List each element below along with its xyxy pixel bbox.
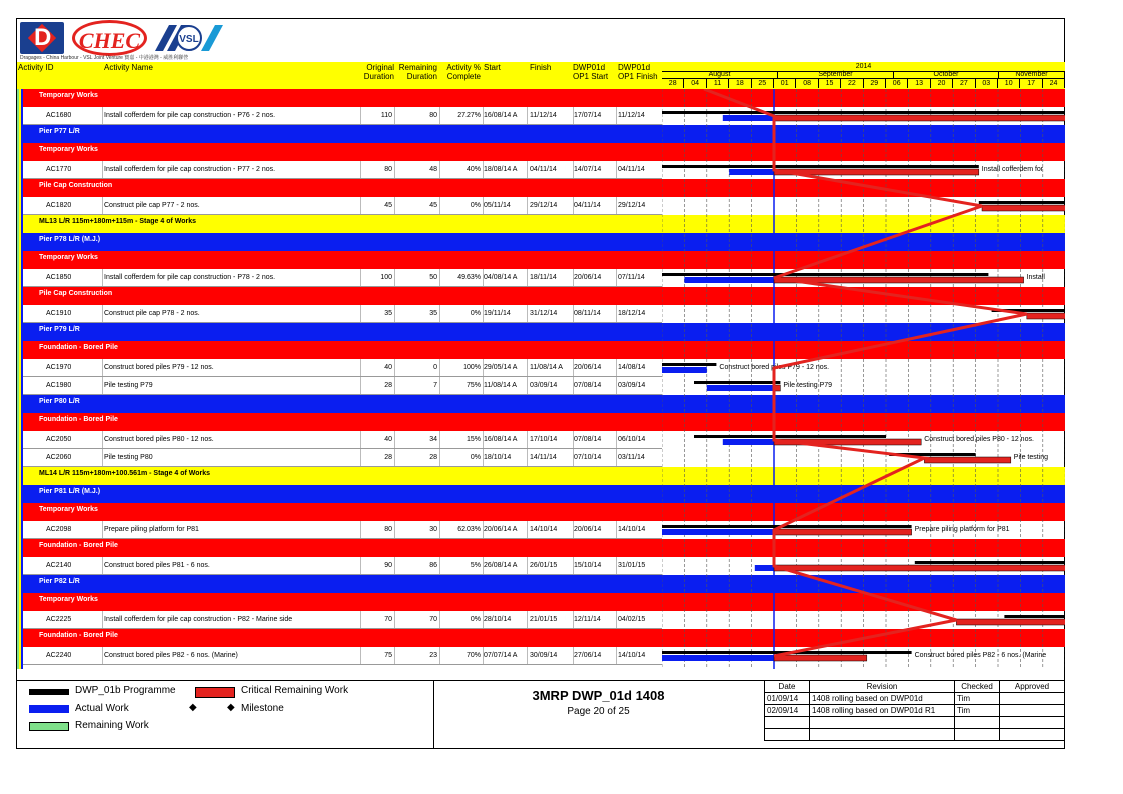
timeline-week: 10 bbox=[998, 79, 1020, 88]
finish-date: 18/11/14 bbox=[530, 274, 557, 281]
op1-start: 20/06/14 bbox=[574, 364, 602, 371]
wbs-sub-row bbox=[17, 413, 662, 431]
activity-id: AC2098 bbox=[46, 526, 72, 533]
finish-date: 26/01/15 bbox=[530, 562, 558, 569]
wbs-label: Pier P82 L/R bbox=[39, 578, 80, 585]
programme-bar bbox=[662, 165, 979, 168]
wbs-label: Foundation - Bored Pile bbox=[39, 344, 118, 351]
activity-name: Construct bored piles P80 - 12 nos. bbox=[104, 436, 214, 443]
timeline-week: 06 bbox=[886, 79, 908, 88]
finish-date: 31/12/14 bbox=[530, 310, 558, 317]
orig-duration: 90 bbox=[384, 562, 392, 569]
timeline-week: 13 bbox=[908, 79, 930, 88]
timeline-week: 25 bbox=[752, 79, 774, 88]
rem-duration: 28 bbox=[429, 454, 437, 461]
bar-label: Construct bored piles P82 - 6 nos. (Marine bbox=[914, 652, 1047, 659]
start-date: 29/05/14 A bbox=[484, 364, 518, 371]
col-op1-finish: DWP01d OP1 Finish bbox=[618, 63, 658, 81]
orig-duration: 28 bbox=[384, 382, 392, 389]
activity-id: AC1820 bbox=[46, 202, 72, 209]
activity-name: Pile testing P79 bbox=[104, 382, 153, 389]
timeline-week: 20 bbox=[931, 79, 953, 88]
orig-duration: 80 bbox=[384, 166, 392, 173]
critical-remaining-bar bbox=[956, 619, 1065, 625]
op1-start: 12/11/14 bbox=[574, 616, 601, 623]
op1-finish: 07/11/14 bbox=[618, 274, 645, 281]
table-row bbox=[17, 269, 662, 287]
orig-duration: 28 bbox=[384, 454, 392, 461]
document-title: 3MRP DWP_01d 1408 bbox=[532, 688, 665, 703]
pct-complete: 5% bbox=[470, 562, 481, 569]
op1-finish: 31/01/15 bbox=[618, 562, 646, 569]
activity-id: AC2140 bbox=[46, 562, 72, 569]
rev-header-approved: Approved bbox=[1000, 681, 1065, 693]
activity-name: Construct bored piles P79 - 12 nos. bbox=[104, 364, 214, 371]
wbs-level1-row bbox=[17, 467, 662, 485]
activity-name: Install cofferdem for pile cap construction - P82 - Marine side bbox=[104, 616, 293, 623]
critical-remaining-bar bbox=[1027, 313, 1065, 319]
timeline-month: August bbox=[662, 71, 778, 79]
orig-duration: 40 bbox=[384, 436, 392, 443]
programme-bar bbox=[979, 201, 1065, 204]
vsl-logo bbox=[155, 23, 225, 53]
activity-id: AC2050 bbox=[46, 436, 72, 443]
rev-approved bbox=[1000, 705, 1065, 717]
finish-date: 30/09/14 bbox=[530, 652, 558, 659]
wbs-pier-row bbox=[17, 395, 662, 413]
finish-date: 21/01/15 bbox=[530, 616, 558, 623]
table-row bbox=[17, 359, 662, 377]
bar-label: Prepare piling platform for P81 bbox=[914, 526, 1010, 533]
wbs-label: Pier P78 L/R (M.J.) bbox=[39, 236, 101, 243]
activity-id: AC1850 bbox=[46, 274, 72, 281]
activity-id: AC1680 bbox=[46, 112, 72, 119]
jv-text: Dragages - China Harbour - VSL Joint Venture 寶嘉 - 中港港灣 - 威胜利聯營 bbox=[20, 55, 189, 61]
bar-label: Pile testing P79 bbox=[783, 382, 833, 389]
timeline-week: 08 bbox=[796, 79, 818, 88]
start-date: 04/08/14 A bbox=[484, 274, 518, 281]
rev-date: 02/09/14 bbox=[765, 705, 810, 717]
wbs-sub-row bbox=[17, 539, 662, 557]
op1-start: 07/10/14 bbox=[574, 454, 602, 461]
wbs-label: Foundation - Bored Pile bbox=[39, 542, 118, 549]
wbs-label: Foundation - Bored Pile bbox=[39, 416, 118, 423]
orig-duration: 45 bbox=[384, 202, 392, 209]
start-date: 28/10/14 bbox=[484, 616, 512, 623]
timeline-week: 27 bbox=[953, 79, 975, 88]
wbs-sub-row bbox=[17, 89, 662, 107]
col-activity-name: Activity Name bbox=[104, 63, 153, 72]
activity-name: Install cofferdem for pile cap construction - P78 - 2 nos. bbox=[104, 274, 276, 281]
orig-duration: 80 bbox=[384, 526, 392, 533]
milestone-icon: ◆ bbox=[189, 702, 197, 713]
bar-label: Install bbox=[1026, 274, 1045, 281]
actual-bar bbox=[662, 367, 707, 373]
orig-duration: 100 bbox=[380, 274, 392, 281]
table-row bbox=[17, 305, 662, 323]
programme-bar bbox=[662, 273, 988, 276]
start-date: 19/11/14 bbox=[484, 310, 511, 317]
actual-bar bbox=[729, 169, 774, 175]
activity-id: AC1970 bbox=[46, 364, 72, 371]
start-date: 18/10/14 bbox=[484, 454, 512, 461]
wbs-label: Pile Cap Construction bbox=[39, 182, 113, 189]
wbs-label: Temporary Works bbox=[39, 92, 98, 99]
col-orig-duration: Original Duration bbox=[363, 63, 394, 81]
pct-complete: 0% bbox=[470, 202, 481, 209]
actual-bar bbox=[723, 439, 774, 445]
bar-label: Install cofferdem for bbox=[981, 166, 1044, 173]
rev-header-checked: Checked bbox=[955, 681, 1000, 693]
rem-duration: 7 bbox=[433, 382, 437, 389]
actual-bar bbox=[723, 115, 774, 121]
op1-start: 04/11/14 bbox=[574, 202, 601, 209]
table-row bbox=[17, 161, 662, 179]
wbs-label: Temporary Works bbox=[39, 506, 98, 513]
start-date: 26/08/14 A bbox=[484, 562, 518, 569]
start-date: 11/08/14 A bbox=[484, 382, 517, 389]
table-row bbox=[17, 557, 662, 575]
start-date: 05/11/14 bbox=[484, 202, 511, 209]
timeline-week: 28 bbox=[662, 79, 684, 88]
programme-bar bbox=[662, 111, 1065, 114]
wbs-label: Temporary Works bbox=[39, 596, 98, 603]
wbs-sub-row bbox=[17, 629, 662, 647]
critical-remaining-bar bbox=[774, 529, 912, 535]
activity-name: Construct bored piles P82 - 6 nos. (Marine) bbox=[104, 652, 238, 659]
wbs-sub-row bbox=[17, 341, 662, 359]
start-date: 16/08/14 A bbox=[484, 436, 518, 443]
finish-date: 04/11/14 bbox=[530, 166, 557, 173]
wbs-sub-row bbox=[17, 593, 662, 611]
pct-complete: 27.27% bbox=[457, 112, 481, 119]
legend-programme-label: DWP_01b Programme bbox=[75, 685, 176, 696]
finish-date: 29/12/14 bbox=[530, 202, 558, 209]
table-row bbox=[17, 431, 662, 449]
rem-duration: 45 bbox=[429, 202, 437, 209]
op1-finish: 14/10/14 bbox=[618, 652, 646, 659]
legend-actual-label: Actual Work bbox=[75, 703, 129, 714]
timeline-week: 03 bbox=[976, 79, 998, 88]
actual-bar bbox=[707, 385, 774, 391]
wbs-label: Temporary Works bbox=[39, 254, 98, 261]
finish-date: 14/10/14 bbox=[530, 526, 558, 533]
milestone-icon: ◆ bbox=[227, 702, 235, 713]
col-finish: Finish bbox=[530, 63, 552, 72]
gantt-chart bbox=[662, 89, 1065, 669]
activity-id: AC1770 bbox=[46, 166, 72, 173]
legend-programme-swatch bbox=[29, 689, 69, 695]
timeline-week: 04 bbox=[684, 79, 706, 88]
programme-bar bbox=[915, 561, 1065, 564]
col-rem-duration: Remaining Duration bbox=[398, 63, 437, 81]
bar-label: Construct bored piles P79 - 12 nos. bbox=[719, 364, 830, 371]
rev-header-revision: Revision bbox=[810, 681, 955, 693]
wbs-label: Pier P79 L/R bbox=[39, 326, 80, 333]
finish-date: 17/10/14 bbox=[530, 436, 558, 443]
rem-duration: 35 bbox=[429, 310, 437, 317]
op1-start: 14/07/14 bbox=[574, 166, 602, 173]
timeline-month: October bbox=[894, 71, 999, 79]
timeline-week: 29 bbox=[864, 79, 886, 88]
pct-complete: 40% bbox=[466, 166, 481, 173]
activity-name: Prepare piling platform for P81 bbox=[104, 526, 199, 533]
wbs-label: Temporary Works bbox=[39, 146, 98, 153]
timeline-month: September bbox=[778, 71, 894, 79]
finish-date: 14/11/14 bbox=[530, 454, 557, 461]
op1-finish: 04/02/15 bbox=[618, 616, 646, 623]
pct-complete: 0% bbox=[470, 310, 481, 317]
orig-duration: 70 bbox=[384, 616, 392, 623]
activity-name: Construct pile cap P77 - 2 nos. bbox=[104, 202, 200, 209]
orig-duration: 110 bbox=[380, 112, 392, 119]
wbs-pier-row bbox=[17, 233, 662, 251]
col-pct-complete: Activity % Complete bbox=[446, 63, 481, 81]
timeline-header bbox=[662, 62, 1065, 90]
start-date: 18/08/14 A bbox=[484, 166, 518, 173]
table-row bbox=[17, 449, 662, 467]
rev-date: 01/09/14 bbox=[765, 693, 810, 705]
svg-text:VSL: VSL bbox=[179, 34, 199, 45]
critical-remaining-bar bbox=[982, 205, 1065, 211]
timeline-week: 01 bbox=[774, 79, 796, 88]
activity-id: AC2225 bbox=[46, 616, 72, 623]
start-date: 07/07/14 A bbox=[484, 652, 518, 659]
op1-finish: 14/10/14 bbox=[618, 526, 646, 533]
legend-milestone-label: Milestone bbox=[241, 703, 284, 714]
op1-finish: 18/12/14 bbox=[618, 310, 646, 317]
rev-text: 1408 rolling based on DWP01d R1 bbox=[810, 705, 955, 717]
pct-complete: 75% bbox=[466, 382, 481, 389]
wbs-label: Foundation - Bored Pile bbox=[39, 632, 118, 639]
table-row bbox=[17, 647, 662, 665]
dragages-logo: D bbox=[20, 22, 64, 54]
legend-critical-swatch bbox=[195, 687, 235, 698]
wbs-pier-row bbox=[17, 125, 662, 143]
op1-start: 20/06/14 bbox=[574, 526, 602, 533]
activity-id: AC1910 bbox=[46, 310, 72, 317]
critical-remaining-bar bbox=[924, 457, 1010, 463]
orig-duration: 35 bbox=[384, 310, 392, 317]
legend-remaining-label: Remaining Work bbox=[75, 720, 149, 731]
wbs-sub-row bbox=[17, 179, 662, 197]
start-date: 16/08/14 A bbox=[484, 112, 518, 119]
op1-start: 17/07/14 bbox=[574, 112, 602, 119]
critical-remaining-bar bbox=[774, 565, 1065, 571]
pct-complete: 15% bbox=[466, 436, 481, 443]
wbs-label: Pile Cap Construction bbox=[39, 290, 113, 297]
timeline-week: 18 bbox=[729, 79, 751, 88]
activity-name: Construct pile cap P78 - 2 nos. bbox=[104, 310, 200, 317]
rem-duration: 34 bbox=[429, 436, 437, 443]
rev-header-date: Date bbox=[765, 681, 810, 693]
wbs-sub-row bbox=[17, 503, 662, 521]
table-row bbox=[17, 197, 662, 215]
op1-start: 07/08/14 bbox=[574, 436, 602, 443]
col-op1-start: DWP01d OP1 Start bbox=[573, 63, 609, 81]
page-number: Page 20 of 25 bbox=[567, 706, 630, 717]
wbs-label: ML13 L/R 115m+180m+115m - Stage 4 of Works bbox=[39, 218, 197, 225]
wbs-label: ML14 L/R 115m+180m+100.561m - Stage 4 of Works bbox=[39, 470, 211, 477]
rem-duration: 48 bbox=[429, 166, 437, 173]
op1-finish: 03/09/14 bbox=[618, 382, 646, 389]
orig-duration: 40 bbox=[384, 364, 392, 371]
op1-finish: 11/12/14 bbox=[618, 112, 645, 119]
wbs-sub-row bbox=[17, 143, 662, 161]
actual-bar bbox=[755, 565, 774, 571]
wbs-label: Pier P81 L/R (M.J.) bbox=[39, 488, 101, 495]
activity-name: Construct bored piles P81 - 6 nos. bbox=[104, 562, 210, 569]
op1-start: 07/08/14 bbox=[574, 382, 602, 389]
op1-start: 15/10/14 bbox=[574, 562, 602, 569]
timeline-week: 22 bbox=[841, 79, 863, 88]
rev-text: 1408 rolling based on DWP01d bbox=[810, 693, 955, 705]
activity-name: Install cofferdem for pile cap construction - P76 - 2 nos. bbox=[104, 112, 276, 119]
wbs-pier-row bbox=[17, 575, 662, 593]
programme-bar bbox=[662, 363, 716, 366]
legend-critical-label: Critical Remaining Work bbox=[241, 685, 349, 696]
legend-actual-swatch bbox=[29, 705, 69, 713]
rem-duration: 50 bbox=[429, 274, 437, 281]
start-date: 20/06/14 A bbox=[484, 526, 518, 533]
op1-finish: 14/08/14 bbox=[618, 364, 646, 371]
wbs-level1-row bbox=[17, 215, 662, 233]
timeline-week: 15 bbox=[819, 79, 841, 88]
wbs-label: Pier P77 L/R bbox=[39, 128, 80, 135]
rev-checked: Tim bbox=[955, 693, 1000, 705]
timeline-month: November bbox=[999, 71, 1065, 79]
programme-bar bbox=[694, 381, 780, 384]
op1-start: 08/11/14 bbox=[574, 310, 601, 317]
actual-bar bbox=[662, 655, 774, 661]
activity-name: Pile testing P80 bbox=[104, 454, 153, 461]
op1-finish: 03/11/14 bbox=[618, 454, 645, 461]
col-start: Start bbox=[484, 63, 501, 72]
finish-date: 11/08/14 A bbox=[530, 364, 563, 371]
table-row bbox=[17, 611, 662, 629]
programme-bar bbox=[1004, 615, 1065, 618]
legend bbox=[17, 680, 434, 749]
critical-remaining-bar bbox=[774, 655, 867, 661]
pct-complete: 49.63% bbox=[457, 274, 481, 281]
table-row bbox=[17, 521, 662, 539]
op1-finish: 06/10/14 bbox=[618, 436, 646, 443]
programme-bar bbox=[694, 435, 886, 438]
actual-bar bbox=[684, 277, 774, 283]
rem-duration: 80 bbox=[429, 112, 437, 119]
col-activity-id: Activity ID bbox=[18, 63, 54, 72]
critical-remaining-bar bbox=[774, 115, 1065, 121]
wbs-pier-row bbox=[17, 485, 662, 503]
wbs-label: Pier P80 L/R bbox=[39, 398, 80, 405]
table-row bbox=[17, 377, 662, 395]
actual-bar bbox=[662, 529, 774, 535]
rem-duration: 0 bbox=[433, 364, 437, 371]
table-header bbox=[17, 62, 662, 90]
rev-checked: Tim bbox=[955, 705, 1000, 717]
orig-duration: 75 bbox=[384, 652, 392, 659]
revision-table bbox=[764, 680, 1065, 748]
finish-date: 11/12/14 bbox=[530, 112, 557, 119]
pct-complete: 70% bbox=[466, 652, 481, 659]
left-color-stripe bbox=[17, 89, 27, 669]
legend-remaining-swatch bbox=[29, 722, 69, 731]
timeline-week: 11 bbox=[707, 79, 729, 88]
pct-complete: 0% bbox=[470, 454, 481, 461]
activity-id: AC2060 bbox=[46, 454, 72, 461]
op1-finish: 04/11/14 bbox=[618, 166, 645, 173]
rem-duration: 30 bbox=[429, 526, 437, 533]
pct-complete: 62.03% bbox=[457, 526, 481, 533]
rem-duration: 70 bbox=[429, 616, 437, 623]
pct-complete: 100% bbox=[463, 364, 481, 371]
pct-complete: 0% bbox=[470, 616, 481, 623]
op1-finish: 29/12/14 bbox=[618, 202, 646, 209]
rev-approved bbox=[1000, 693, 1065, 705]
table-row bbox=[17, 107, 662, 125]
activity-id: AC1980 bbox=[46, 382, 72, 389]
bar-label: Construct bored piles P80 - 12 nos. bbox=[924, 436, 1034, 443]
chec-logo: CHEC bbox=[72, 20, 147, 56]
wbs-pier-row bbox=[17, 323, 662, 341]
timeline-week: 24 bbox=[1043, 79, 1065, 88]
timeline-year: 2014 bbox=[662, 62, 1065, 72]
activity-id: AC2240 bbox=[46, 652, 72, 659]
wbs-sub-row bbox=[17, 251, 662, 269]
op1-start: 20/06/14 bbox=[574, 274, 602, 281]
rem-duration: 23 bbox=[429, 652, 437, 659]
rem-duration: 86 bbox=[429, 562, 437, 569]
op1-start: 27/06/14 bbox=[574, 652, 602, 659]
timeline-week: 17 bbox=[1020, 79, 1042, 88]
wbs-sub-row bbox=[17, 287, 662, 305]
title-block bbox=[433, 680, 764, 749]
finish-date: 03/09/14 bbox=[530, 382, 558, 389]
bar-label: Pile testing bbox=[1013, 454, 1049, 461]
activity-name: Install cofferdem for pile cap construction - P77 - 2 nos. bbox=[104, 166, 276, 173]
